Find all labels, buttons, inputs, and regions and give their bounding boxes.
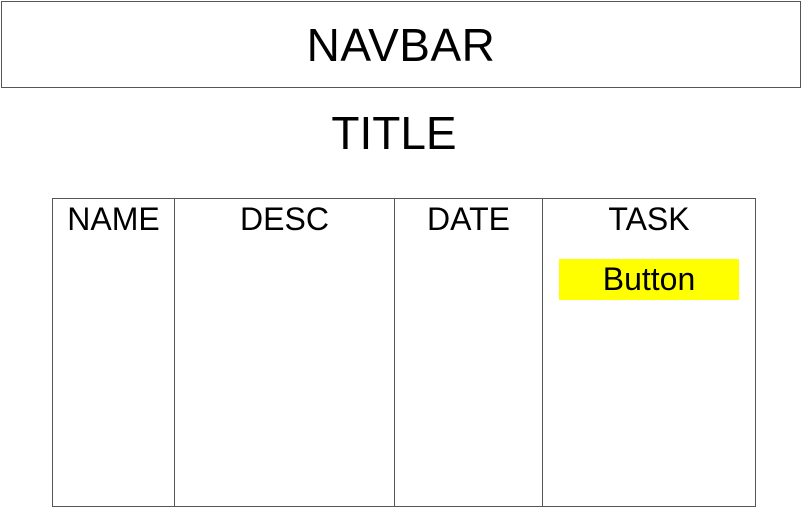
column-desc [175, 199, 395, 506]
navbar-label: NAVBAR [306, 18, 496, 71]
task-button[interactable]: Button [559, 259, 739, 300]
column-header-task: TASK [608, 201, 690, 237]
column-header-name: NAME [67, 201, 160, 237]
column-name [53, 199, 175, 506]
page-title: TITLE [331, 107, 457, 159]
navbar [1, 1, 801, 88]
column-task [543, 199, 755, 506]
task-table [52, 198, 756, 507]
column-header-desc: DESC [240, 201, 329, 237]
column-date [395, 199, 543, 506]
column-header-date: DATE [427, 201, 510, 237]
